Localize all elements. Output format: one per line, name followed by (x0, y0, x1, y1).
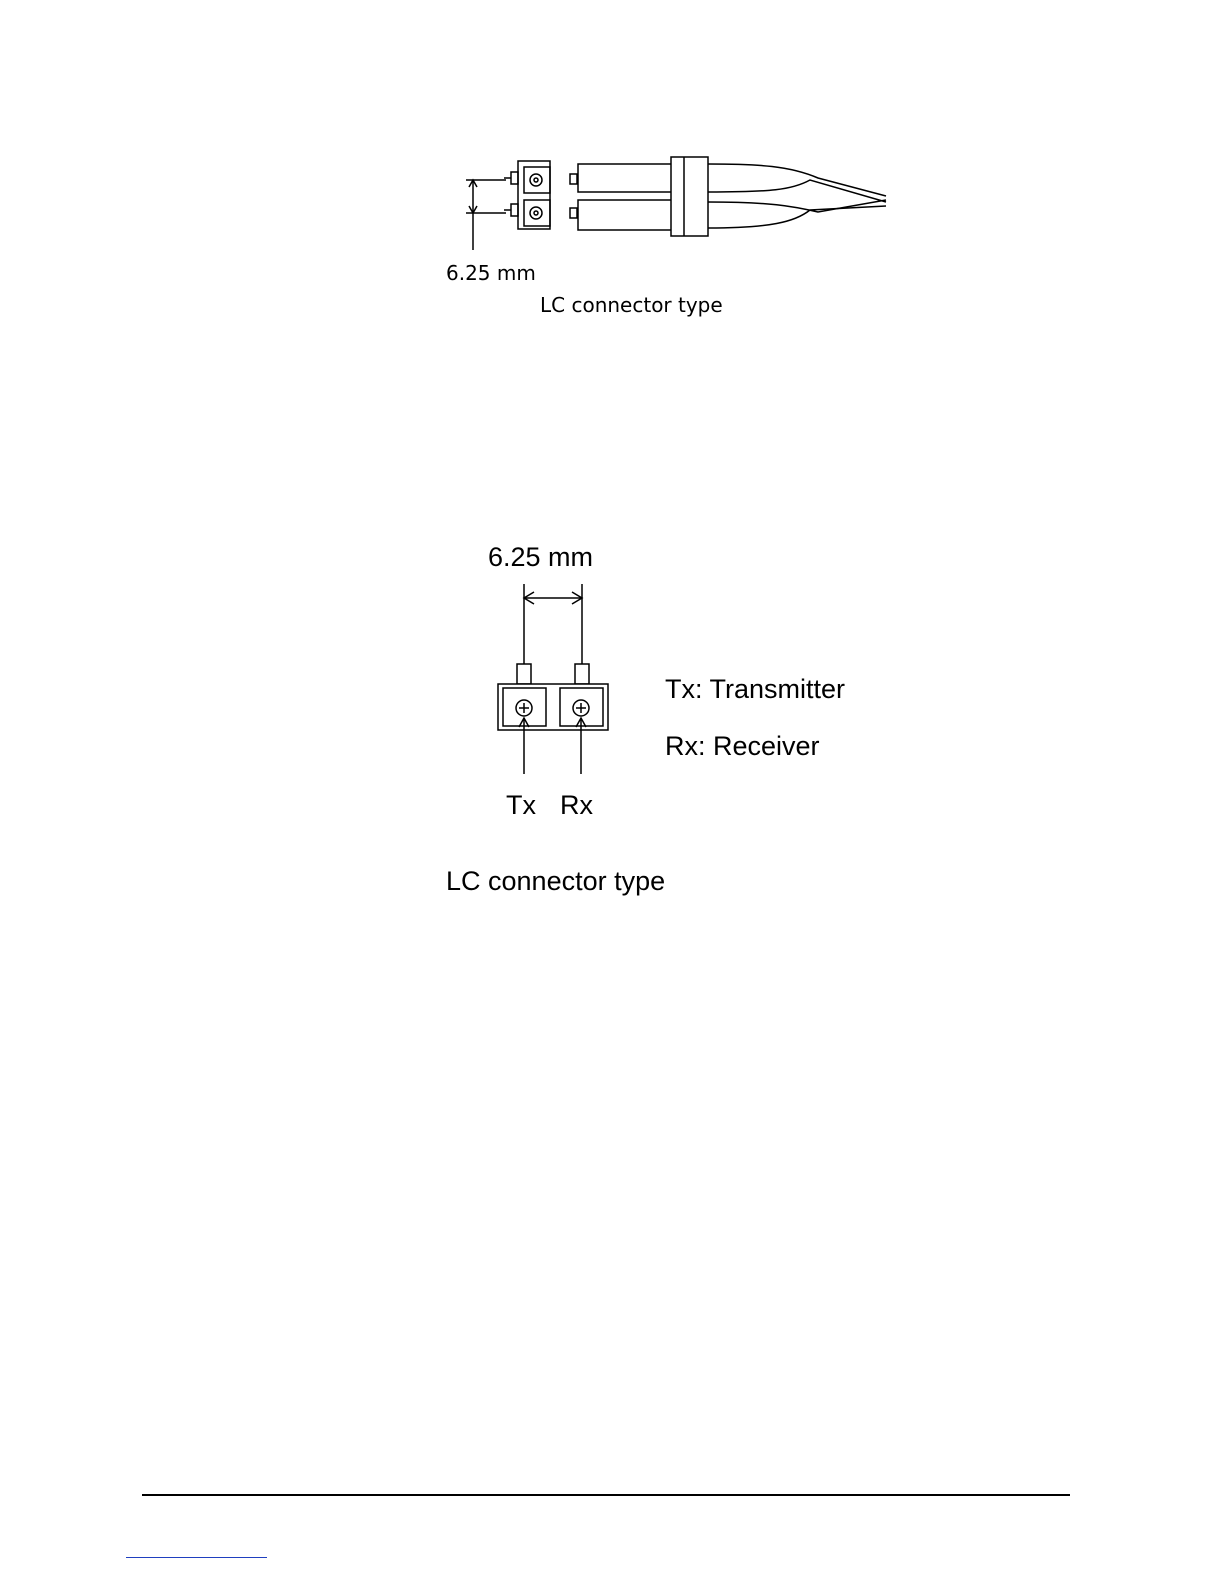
dimension-arrow (524, 584, 582, 668)
figure-caption: LC connector type (540, 293, 723, 317)
fiber-cable (708, 164, 886, 228)
legend-receiver: Rx: Receiver (665, 731, 820, 761)
lc-connector-front-drawing (440, 530, 880, 910)
plug-connector (570, 157, 708, 236)
lc-connector-front-figure (440, 530, 880, 910)
dimension-label: 6.25 mm (488, 542, 594, 572)
legend-transmitter: Tx: Transmitter (665, 674, 846, 704)
dimension-label: 6.25 mm (446, 261, 536, 285)
port-label-rx: Rx (560, 790, 593, 820)
port-label-tx: Tx (506, 790, 536, 820)
duplex-receptacle (498, 664, 608, 730)
dimension-arrow (466, 180, 506, 250)
receptacle-diagram (504, 161, 550, 229)
figure-caption: LC connector type (446, 866, 666, 896)
footer-link-underline (126, 1557, 267, 1558)
footer-divider (142, 1494, 1070, 1496)
lc-connector-side-drawing (440, 140, 900, 325)
lc-connector-side-figure (440, 140, 900, 325)
